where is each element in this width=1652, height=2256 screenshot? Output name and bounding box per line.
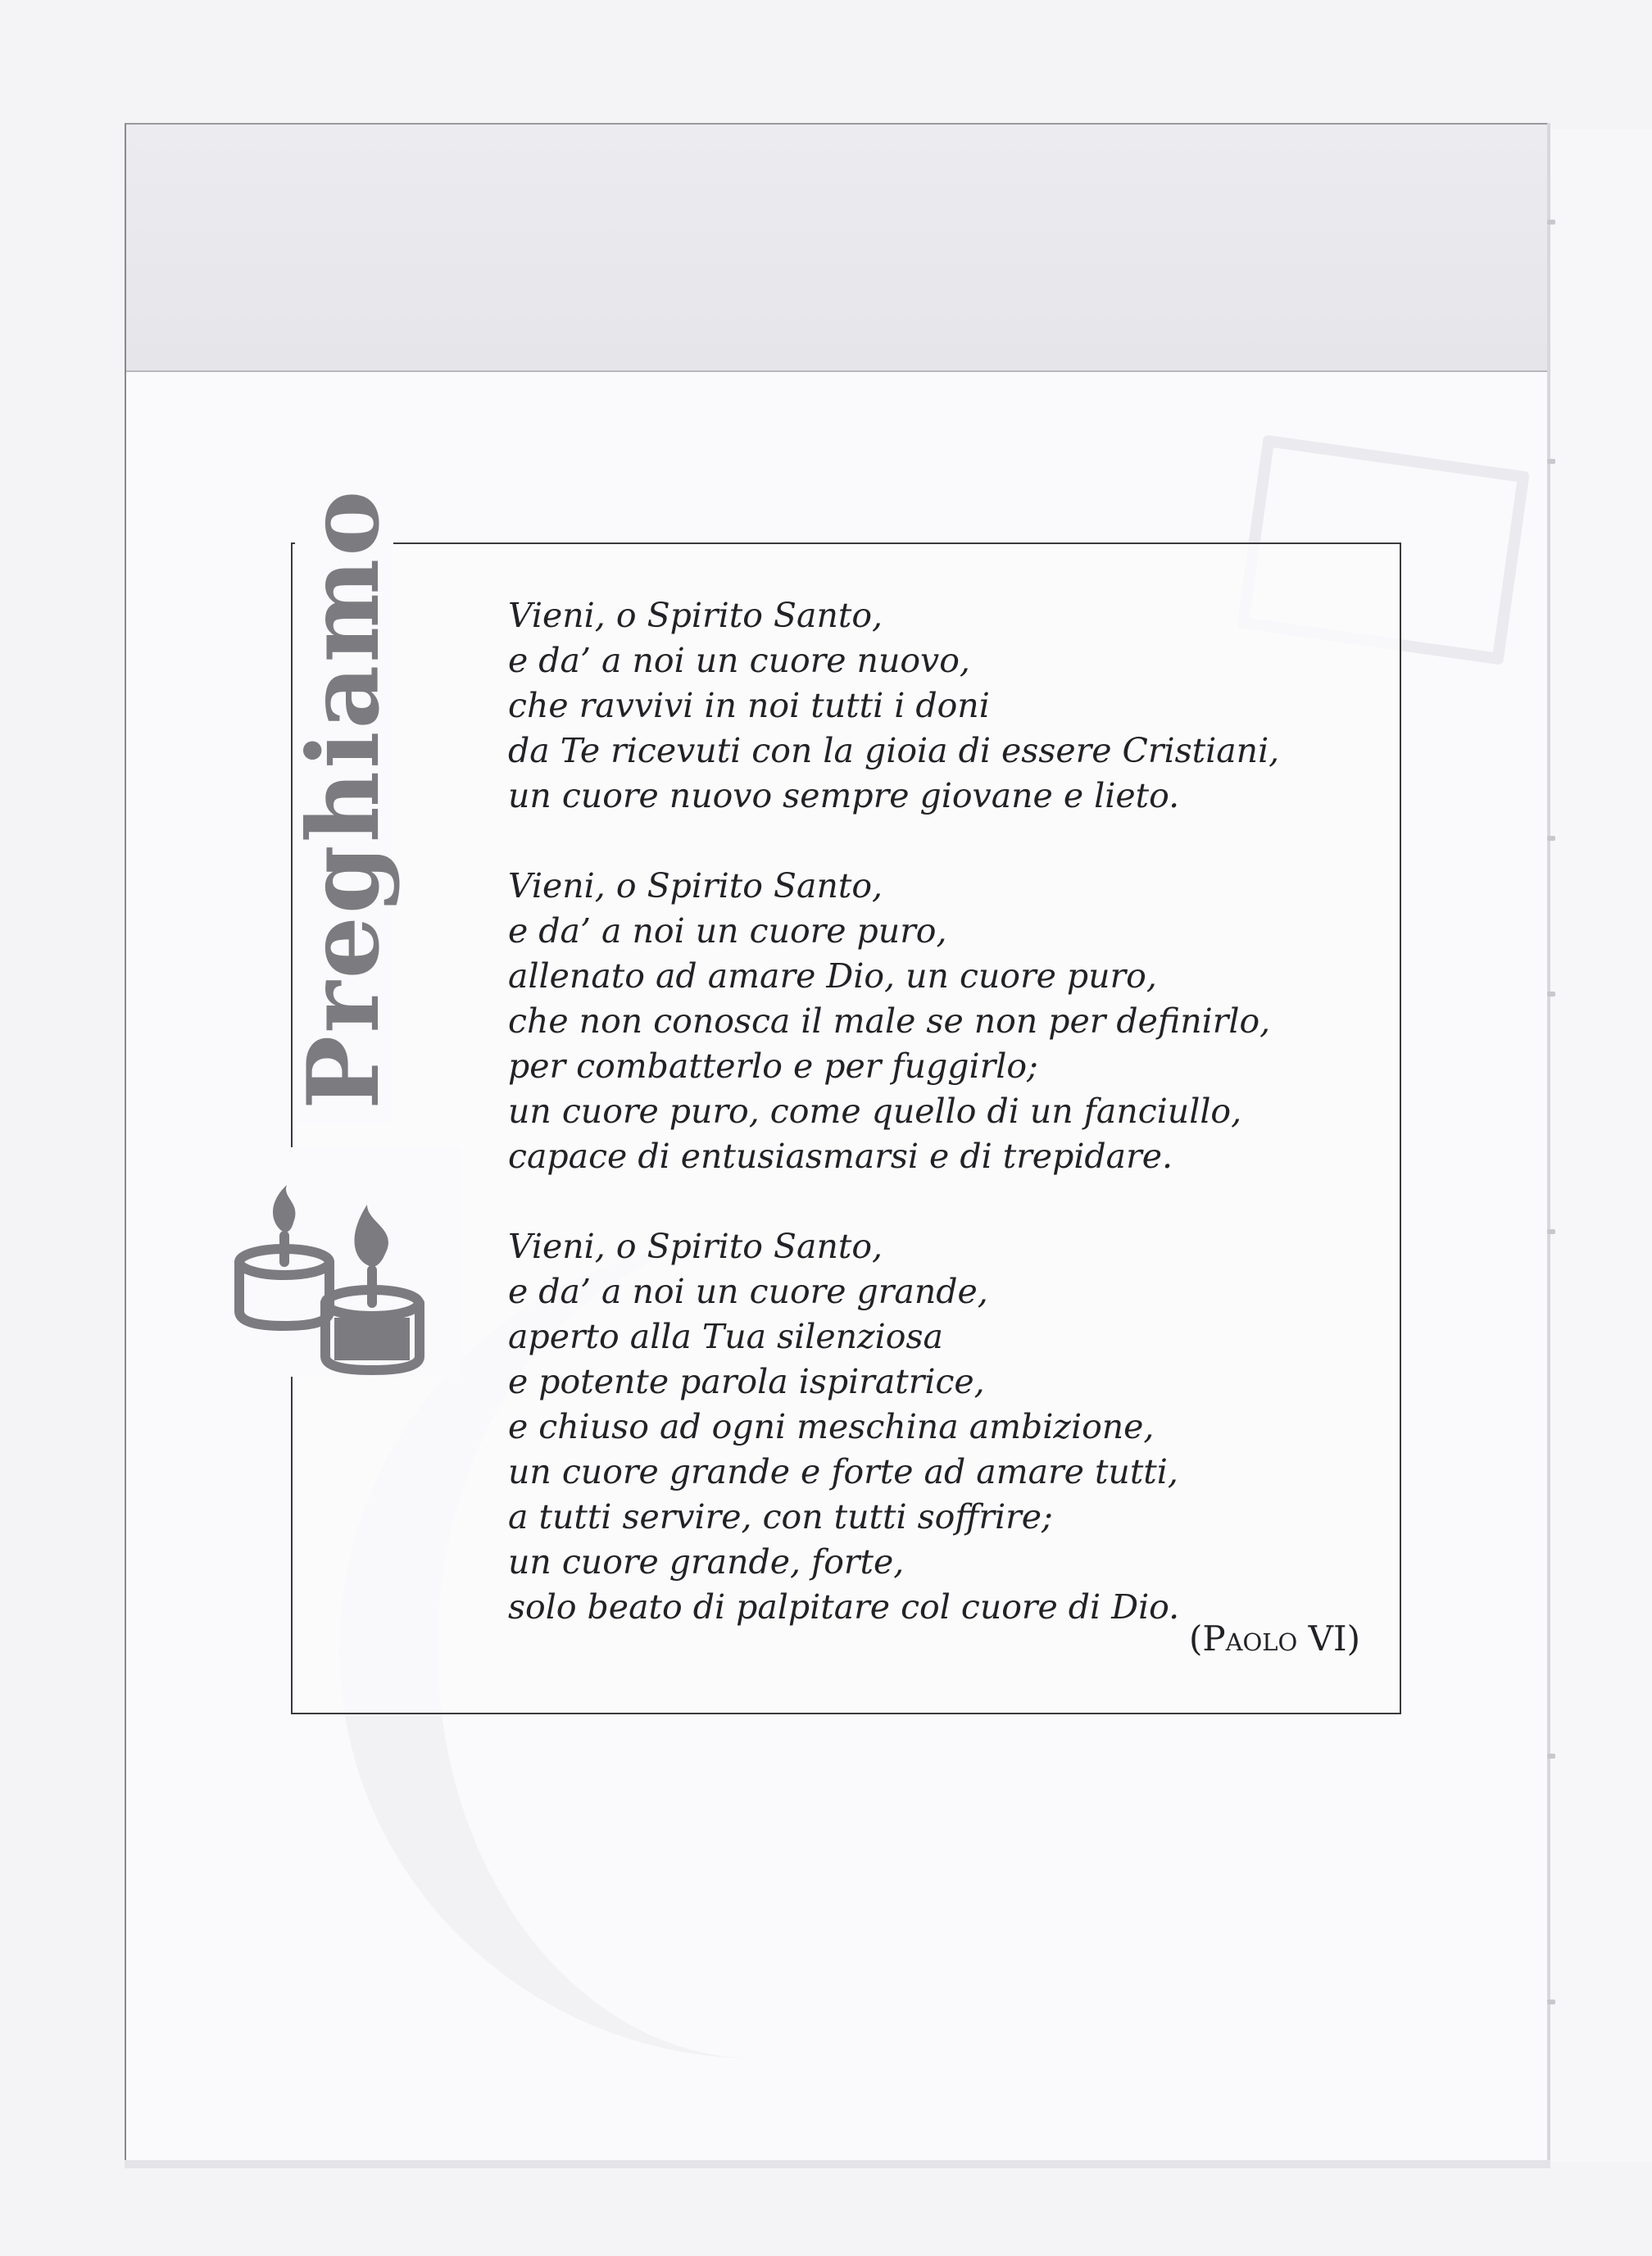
poem-stanza: [508, 864, 1393, 1179]
facing-page-edge: [1550, 129, 1652, 2162]
binding-stitch: [1547, 2000, 1555, 2004]
poem-stanza: [508, 1224, 1393, 1630]
poem-line: Vieni, o Spirito Santo,: [508, 596, 883, 635]
poem-line: e da’ a noi un cuore grande,: [508, 1272, 988, 1311]
poem-stanza: [508, 593, 1393, 819]
poem-line: un cuore grande e forte ad amare tutti,: [508, 1452, 1178, 1491]
binding-stitch: [1547, 459, 1555, 464]
header-band: [126, 125, 1550, 372]
poem-line: Vieni, o Spirito Santo,: [508, 1227, 883, 1266]
poem-line: solo beato di palpitare col cuore di Dio.: [508, 1587, 1180, 1627]
page-bottom-edge: [125, 2160, 1550, 2168]
poem-line: e da’ a noi un cuore puro,: [508, 911, 947, 951]
binding-stitch: [1547, 992, 1555, 996]
poem-line: che non conosca il male se non per definirlo,: [508, 1001, 1271, 1041]
binding-stitch: [1547, 836, 1555, 841]
prayer-poem: [508, 593, 1393, 1675]
binding-stitch: [1547, 220, 1555, 225]
poem-line: un cuore grande, forte,: [508, 1542, 905, 1582]
poem-line: e potente parola ispiratrice,: [508, 1362, 985, 1401]
poem-line: per combatterlo e per fuggirlo;: [508, 1046, 1038, 1086]
poem-line: aperto alla Tua silenziosa: [508, 1317, 943, 1356]
poem-line: un cuore nuovo sempre giovane e lieto.: [508, 776, 1180, 815]
binding-stitch: [1547, 1754, 1555, 1759]
two-candles-icon: [223, 1147, 461, 1377]
poem-line: e da’ a noi un cuore nuovo,: [508, 641, 970, 680]
poem-line: allenato ad amare Dio, un cuore puro,: [508, 956, 1157, 996]
binding-edge: [1547, 123, 1550, 2163]
poem-line: che ravvivi in noi tutti i doni: [508, 686, 990, 725]
poem-line: capace di entusiasmarsi e di trepidare.: [508, 1137, 1173, 1176]
section-title: Preghiamo: [295, 475, 393, 1123]
poem-line: a tutti servire, con tutti soffrire;: [508, 1497, 1053, 1537]
binding-stitch: [1547, 1229, 1555, 1234]
poem-attribution: (Paolo VI): [1188, 1618, 1360, 1659]
poem-line: da Te ricevuti con la gioia di essere Cristiani,: [508, 731, 1280, 770]
poem-line: Vieni, o Spirito Santo,: [508, 866, 883, 906]
poem-line: e chiuso ad ogni meschina ambizione,: [508, 1407, 1155, 1446]
poem-line: un cuore puro, come quello di un fanciullo,: [508, 1092, 1242, 1131]
